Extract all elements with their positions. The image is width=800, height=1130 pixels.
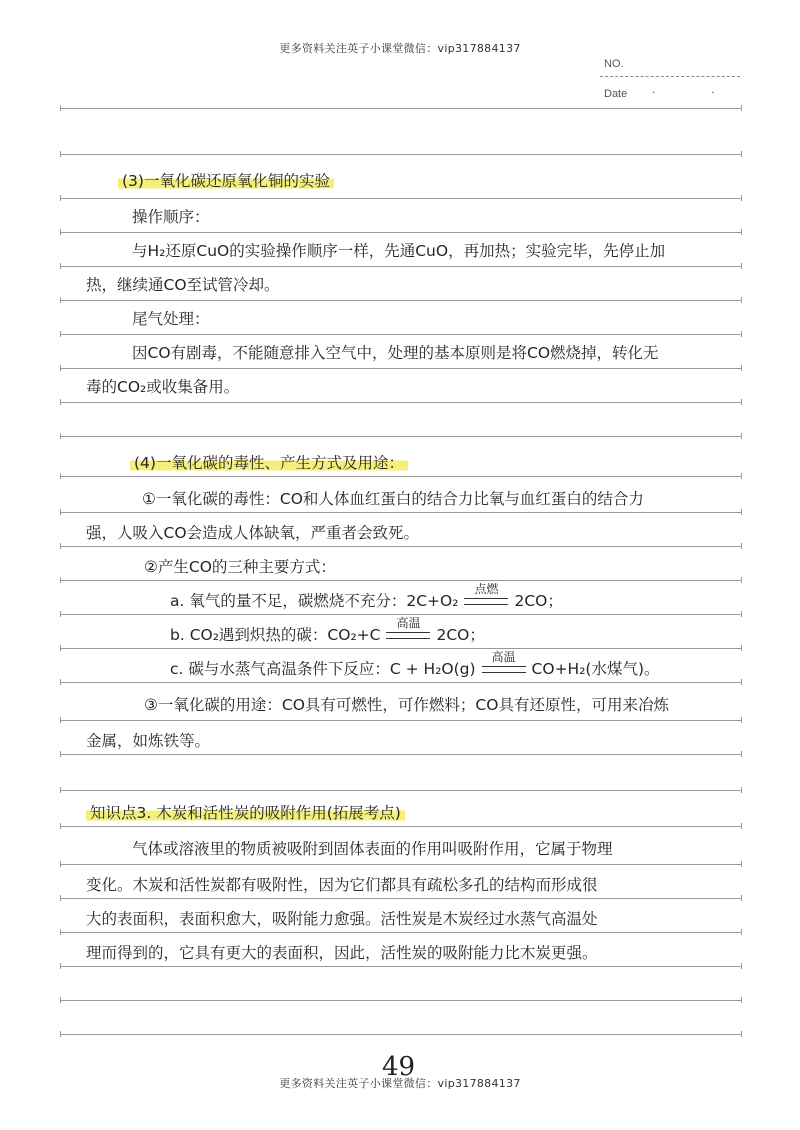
ruled-line bbox=[60, 512, 742, 513]
ruled-line bbox=[60, 648, 742, 649]
adsorption-line-3: 大的表面积，表面积愈大，吸附能力愈强。活性炭是木炭经过水蒸气高温处 bbox=[86, 910, 598, 928]
section-3-title: (3)一氧化碳还原氧化铜的实验 bbox=[118, 170, 334, 192]
adsorption-line-2: 变化。木炭和活性炭都有吸附性，因为它们都具有疏松多孔的结构而形成很 bbox=[86, 876, 598, 894]
knowledge-point-3-title: 知识点3. 木炭和活性炭的吸附作用(拓展考点) bbox=[86, 802, 405, 824]
reaction-condition: 高温 bbox=[491, 650, 516, 664]
production-b-product: 2CO； bbox=[436, 626, 485, 644]
ruled-line bbox=[60, 476, 742, 477]
production-c bbox=[170, 650, 660, 680]
adsorption-line-4: 理而得到的，它具有更大的表面积，因此，活性炭的吸附能力比木炭更强。 bbox=[86, 944, 598, 962]
page-number: 49 bbox=[382, 1052, 416, 1082]
reaction-condition: 点燃 bbox=[474, 582, 499, 596]
ruled-line bbox=[60, 300, 742, 301]
ruled-line bbox=[60, 436, 742, 437]
production-a-product: 2CO； bbox=[514, 592, 563, 610]
ruled-line bbox=[60, 932, 742, 933]
ruled-line bbox=[60, 1034, 742, 1035]
equation-arrow bbox=[384, 616, 432, 646]
watermark-top: 更多资料关注英子小课堂微信：vip317884137 bbox=[279, 42, 521, 55]
ruled-line bbox=[60, 790, 742, 791]
ruled-line bbox=[60, 154, 742, 155]
op-order-label: 操作顺序： bbox=[132, 208, 210, 226]
header-no-label: NO. bbox=[604, 58, 624, 70]
ruled-line bbox=[60, 198, 742, 199]
uses-line-2: 金属，如炼铁等。 bbox=[86, 732, 211, 750]
ruled-line bbox=[60, 108, 742, 109]
production-title: ②产生CO的三种主要方式： bbox=[144, 558, 336, 576]
ruled-line bbox=[60, 266, 742, 267]
header-date-dots: · · bbox=[652, 86, 741, 99]
ruled-line bbox=[60, 720, 742, 721]
ruled-line bbox=[60, 966, 742, 967]
op-order-line-1: 与H₂还原CuO的实验操作顺序一样，先通CuO，再加热；实验完毕，先停止加 bbox=[132, 242, 666, 260]
waste-line-1: 因CO有剧毒，不能随意排入空气中，处理的基本原则是将CO燃烧掉，转化无 bbox=[132, 344, 659, 362]
header-date-label: Date bbox=[604, 88, 628, 100]
adsorption-line-1: 气体或溶液里的物质被吸附到固体表面的作用叫吸附作用，它属于物理 bbox=[132, 840, 613, 858]
production-a-text: a. 氧气的量不足，碳燃烧不充分：2C+O₂ bbox=[170, 592, 459, 610]
equation-arrow bbox=[480, 650, 528, 680]
reaction-condition: 高温 bbox=[396, 616, 421, 630]
op-order-line-2: 热，继续通CO至试管冷却。 bbox=[86, 276, 280, 294]
ruled-line bbox=[60, 334, 742, 335]
ruled-line bbox=[60, 754, 742, 755]
ruled-line bbox=[60, 864, 742, 865]
waste-label: 尾气处理： bbox=[132, 310, 210, 328]
ruled-line bbox=[60, 232, 742, 233]
toxicity-line-2: 强，人吸入CO会造成人体缺氧，严重者会致死。 bbox=[86, 524, 420, 542]
waste-line-2: 毒的CO₂或收集备用。 bbox=[86, 378, 240, 396]
production-b bbox=[170, 616, 485, 646]
ruled-line bbox=[60, 898, 742, 899]
equation-arrow bbox=[462, 582, 510, 612]
header-no-line bbox=[600, 76, 740, 77]
uses-line-1: ③一氧化碳的用途：CO具有可燃性，可作燃料；CO具有还原性，可用来冶炼 bbox=[144, 696, 669, 714]
section-4-title: (4)一氧化碳的毒性、产生方式及用途： bbox=[130, 452, 408, 474]
production-a bbox=[170, 582, 563, 612]
ruled-line bbox=[60, 826, 742, 827]
production-b-text: b. CO₂遇到炽热的碳：CO₂+C bbox=[170, 626, 381, 644]
toxicity-line-1: ①一氧化碳的毒性：CO和人体血红蛋白的结合力比氧与血红蛋白的结合力 bbox=[142, 490, 644, 508]
ruled-line bbox=[60, 546, 742, 547]
watermark-bottom: 更多资料关注英子小课堂微信：vip317884137 bbox=[279, 1077, 521, 1090]
production-c-product: CO+H₂(水煤气)。 bbox=[531, 660, 660, 678]
ruled-line bbox=[60, 580, 742, 581]
ruled-line bbox=[60, 402, 742, 403]
ruled-line bbox=[60, 368, 742, 369]
ruled-line bbox=[60, 682, 742, 683]
production-c-text: c. 碳与水蒸气高温条件下反应：C + H₂O(g) bbox=[170, 660, 476, 678]
ruled-line bbox=[60, 1000, 742, 1001]
